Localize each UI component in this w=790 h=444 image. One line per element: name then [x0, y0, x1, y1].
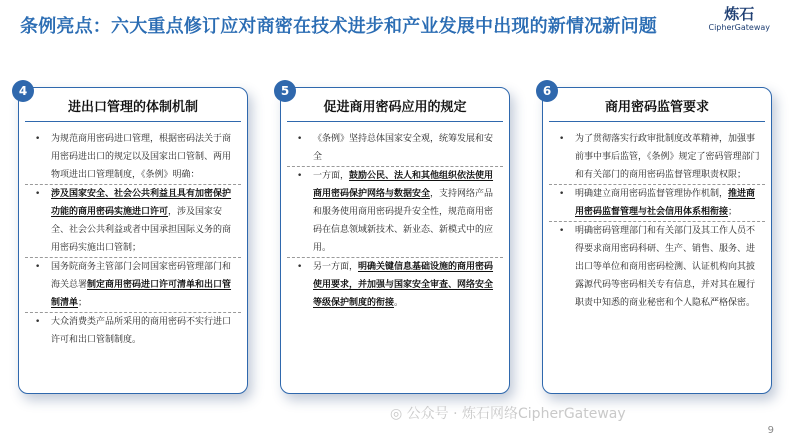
card-number-badge: 4 — [12, 80, 34, 102]
list-item: • 一方面，鼓励公民、法人和其他组织依法使用商用密码保护网络与数据安全，支持网络产品和服务使用商用密码提升安全性，规范商用密码在信息领域新技术、新业态、新模式中的应用。 — [287, 166, 503, 257]
page-number: 9 — [767, 425, 774, 436]
card-body — [287, 130, 503, 387]
list-item: • 明确密码管理部门和有关部门及其工作人员不得要求商用密码科研、生产、销售、服务、进出口等单位和商用密码检测、认证机构向其披露源代码等密码相关专有信息，并对其在履行职责中知悉的商业秘密和个人隐私严格保密。 — [549, 221, 765, 312]
list-item: • 明确建立商用密码监督管理协作机制，推进商用密码监督管理与社会信用体系相衔接； — [549, 184, 765, 221]
card-divider — [287, 121, 503, 122]
card-body — [25, 130, 241, 387]
list-item: • 大众消费类产品所采用的商用密码不实行进口许可和出口管制制度。 — [25, 312, 241, 349]
watermark-text: 公众号 · 炼石网络CipherGateway — [406, 406, 626, 422]
list-item: • 国务院商务主管部门会同国家密码管理部门和海关总署制定商用密码进口许可清单和出口管制清单； — [25, 257, 241, 312]
logo-text-cn: 炼石 — [724, 5, 755, 23]
page-title: 条例亮点：六大重点修订应对商密在技术进步和产业发展中出现的新情况新问题 — [20, 16, 657, 37]
card-application-promotion — [280, 84, 510, 394]
watermark — [390, 403, 626, 423]
list-item: • 另一方面，明确关键信息基础设施的商用密码使用要求，并加强与国家安全审查、网络安全等级保护制度的衔接。 — [287, 257, 503, 312]
list-item: • 为了贯彻落实行政审批制度改革精神，加强事前事中事后监管，《条例》规定了密码管理部门和有关部门的商用密码监督管理职责权限； — [549, 130, 765, 184]
logo-text-en: CipherGateway — [708, 23, 770, 32]
card-supervision — [542, 84, 772, 394]
wechat-icon: ◎ — [390, 406, 403, 422]
card-divider — [25, 121, 241, 122]
list-item: • 涉及国家安全、社会公共利益且具有加密保护功能的商用密码实施进口许可，涉及国家安全、社会公共利益或者中国承担国际义务的商用密码实施出口管制； — [25, 184, 241, 257]
card-divider — [549, 121, 765, 122]
card-title: 进出口管理的体制机制 — [67, 100, 198, 115]
brand-logo — [708, 6, 770, 33]
card-number-badge: 5 — [274, 80, 296, 102]
card-title: 商用密码监管要求 — [604, 100, 709, 115]
list-item: • 为规范商用密码进口管理，根据密码法关于商用密码进出口的规定以及国家出口管制、两用物项进出口管理制度，《条例》明确： — [25, 130, 241, 184]
card-body — [549, 130, 765, 387]
card-title: 促进商用密码应用的规定 — [323, 100, 467, 115]
list-item: • 《条例》坚持总体国家安全观，统筹发展和安全 — [287, 130, 503, 166]
card-number-badge: 6 — [536, 80, 558, 102]
card-import-export — [18, 84, 248, 394]
